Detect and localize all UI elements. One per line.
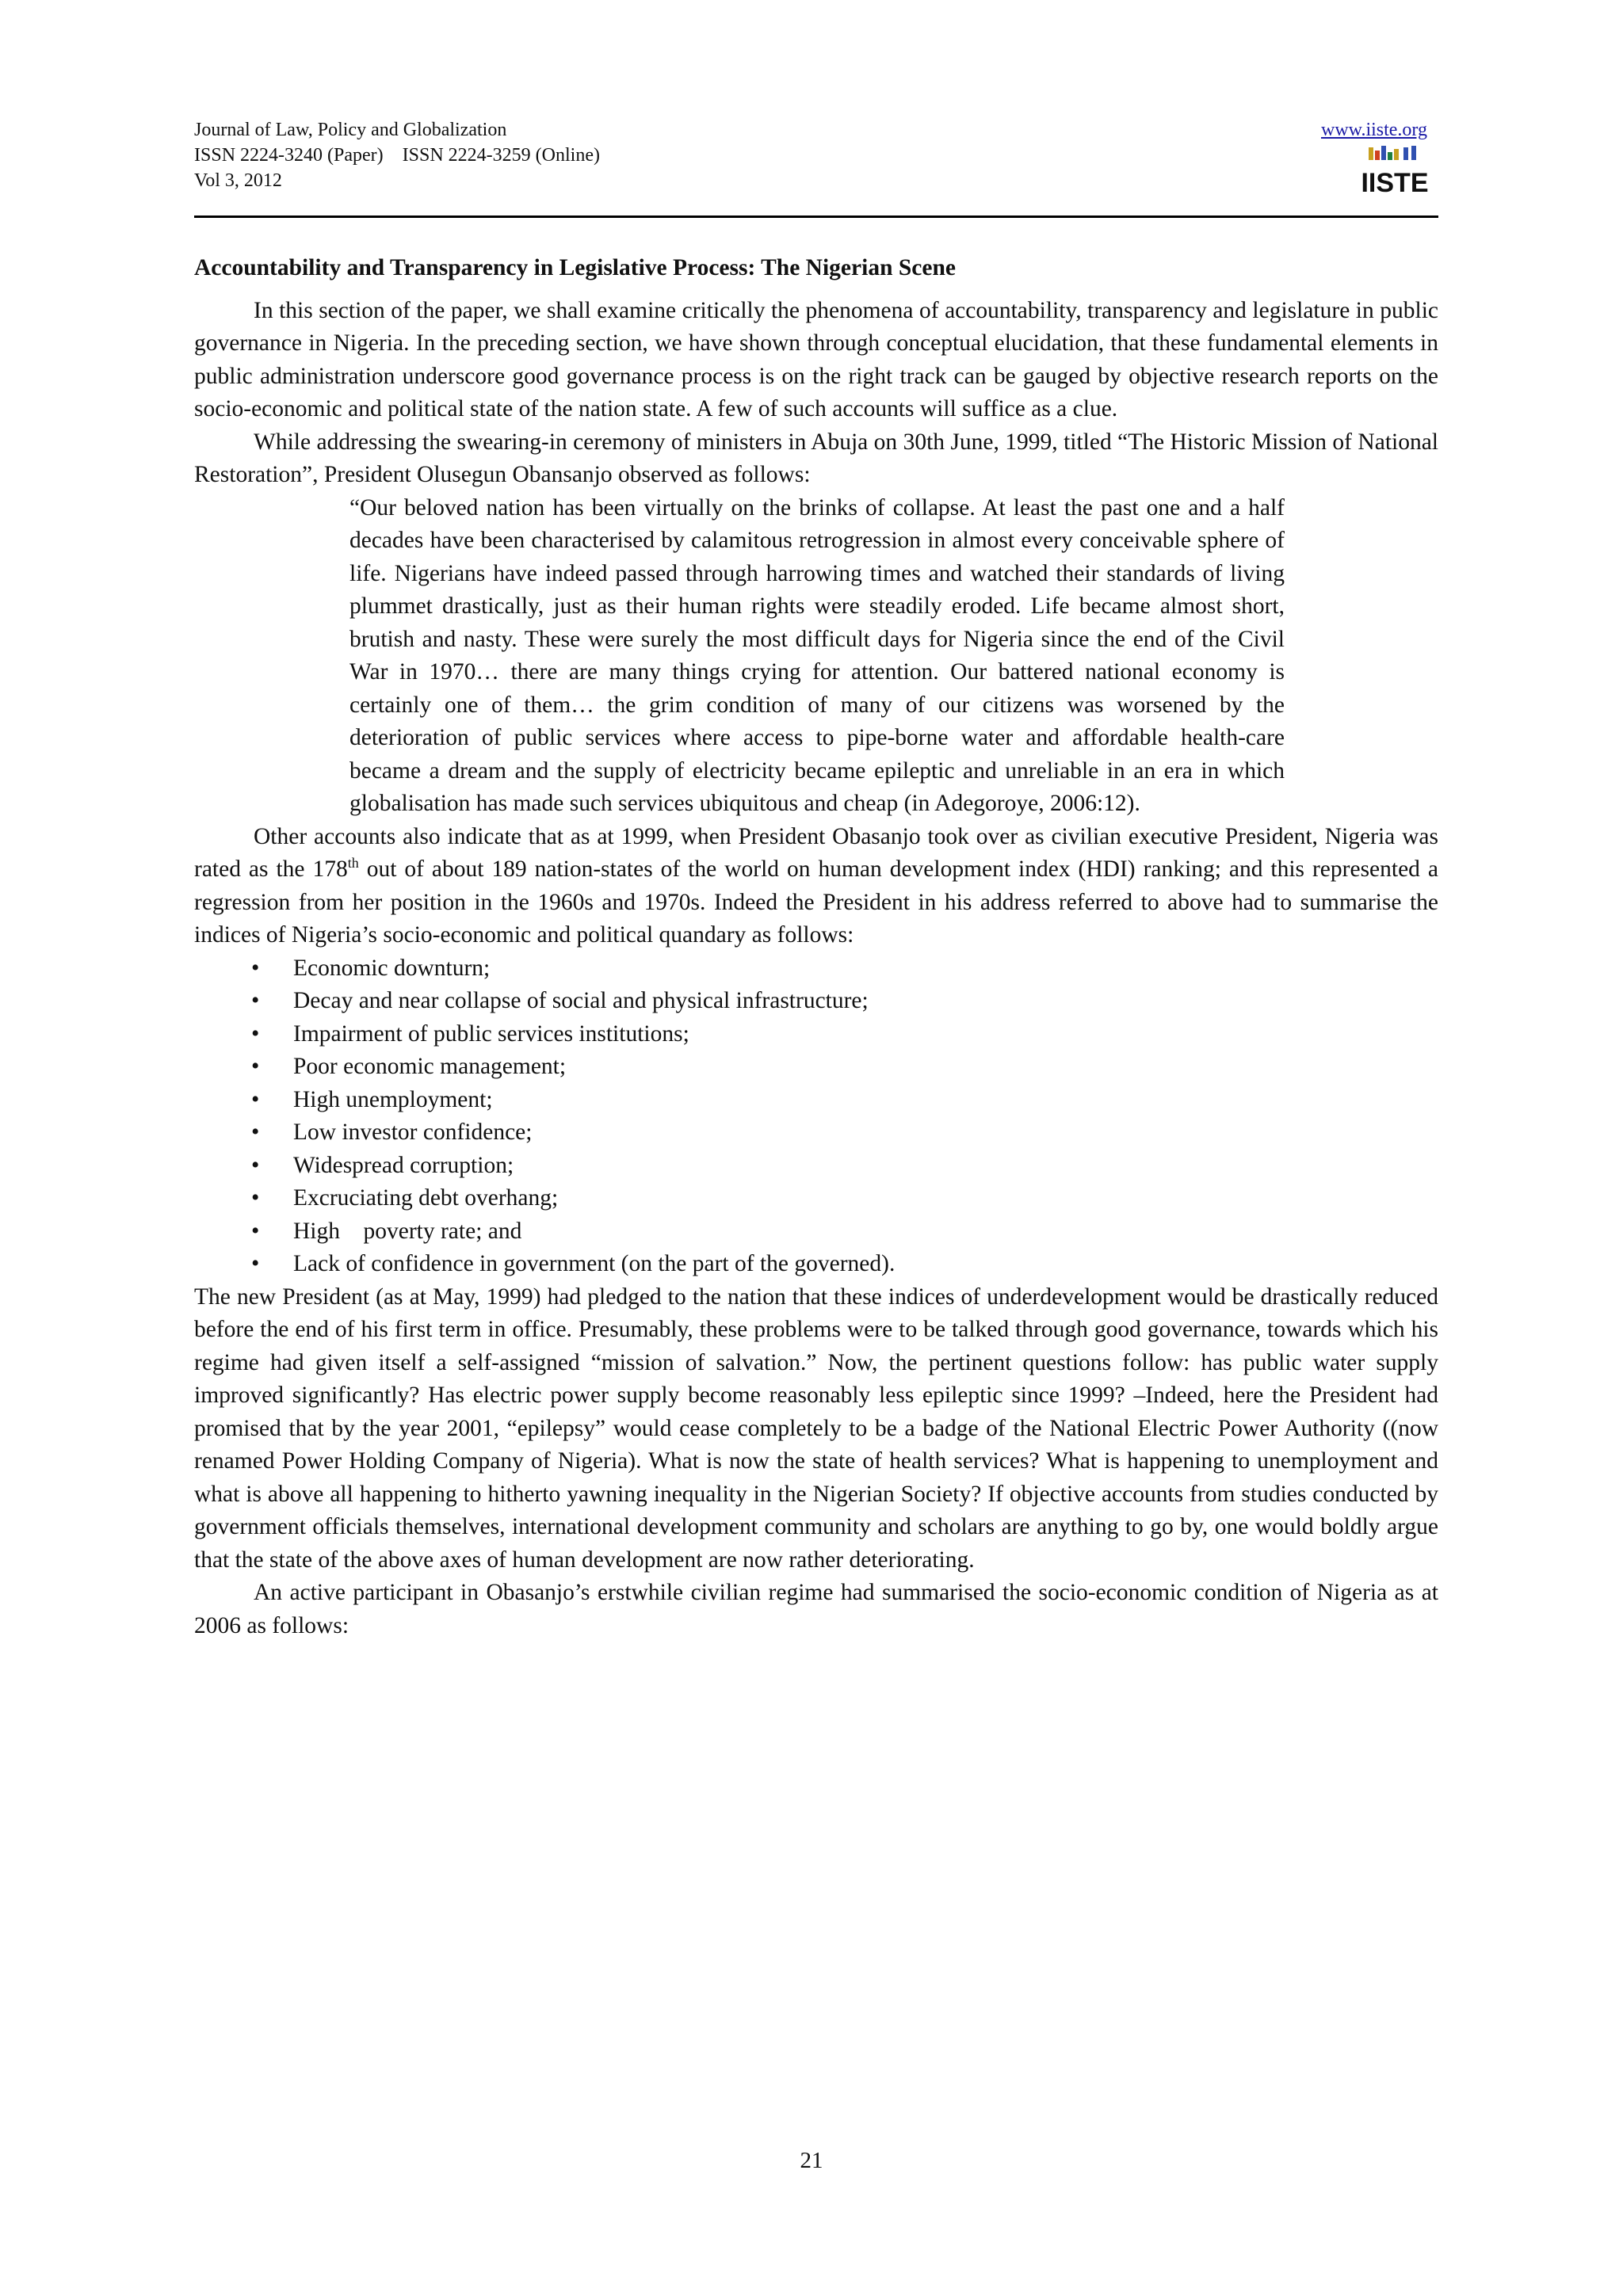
bullet-icon: • <box>251 1086 260 1112</box>
list-item-text: Lack of confidence in government (on the part of the governed). <box>293 1251 896 1276</box>
journal-issn: ISSN 2224-3240 (Paper) ISSN 2224-3259 (Online) <box>194 145 600 166</box>
list-item <box>194 1248 1438 1281</box>
journal-title: Journal of Law, Policy and Globalization <box>194 120 507 140</box>
list-item-text: High unemployment; <box>293 1086 493 1112</box>
list-item <box>194 985 1438 1018</box>
bullet-icon: • <box>251 1152 260 1178</box>
paragraph-active-participant: An active participant in Obasanjo’s erstwhile civilian regime had summarised the socio-economic condition of Nigeria as at 2006 as follows: <box>194 1580 1438 1638</box>
paragraph-hdi <box>194 821 1438 952</box>
list-item-text: Excruciating debt overhang; <box>293 1185 559 1211</box>
block-quote: “Our beloved nation has been virtually on the brinks of collapse. At least the past one and a half decades have been characterised by calamitous retrogression in almost every conceivable sphere of life. Nigerians have indeed passed through harrowing times and watched their standards of living plummet drastically, just as their human rights were steadily eroded. Life became almost short, brutish and nasty. These were surely the most difficult days for Nigeria since the end of the Civil War in 1970… there are many things crying for attention. Our battered national economy is certainly one of them… the grim condition of many of our citizens was worsened by the deterioration of public services where access to pipe-borne water and affordable health-care became a dream and the supply of electricity became epileptic and unreliable in an era in which globalisation has made such services ubiquitous and cheap (in Adegoroye, 2006:12). <box>349 494 1285 816</box>
list-item-text: Widespread corruption; <box>293 1152 514 1178</box>
section-heading: Accountability and Transparency in Legislative Process: The Nigerian Scene <box>194 255 956 280</box>
bullet-icon: • <box>251 955 260 981</box>
bullet-icon: • <box>251 1119 260 1145</box>
list-item <box>194 952 1438 986</box>
bullet-icon: • <box>251 1020 260 1047</box>
journal-website-link[interactable]: www.iiste.org <box>1321 120 1427 140</box>
list-item-text: Low investor confidence; <box>293 1119 533 1145</box>
list-item <box>194 1150 1438 1183</box>
paragraph-new-president: The new President (as at May, 1999) had pledged to the nation that these indices of underdevelopment would be drastically reduced before the end of his first term in office. Presumably, these problems were to be talked through good governance, towards which his regime had given itself a self-assigned “mission of salvation.” Now, the pertinent questions follow: has public water supply improved significantly? Has electric power supply become reasonably less epileptic since 1999? –Indeed, here the President had promised that by the year 2001, “epilepsy” would cease completely to be a badge of the National Electric Power Authority ((now renamed Power Holding Company of Nigeria). What is now the state of health services? What is happening to unemployment and what is above all happening to hitherto yawning inequality in the Nigerian Society? If objective accounts from studies conducted by government officials themselves, international development community and scholars are anything to go by, one would boldly argue that the state of the above axes of human development are now rather deteriorating. <box>194 1283 1438 1573</box>
bullet-icon: • <box>251 1185 260 1211</box>
bullet-icon: • <box>251 1251 260 1276</box>
list-item-text: Economic downturn; <box>293 955 491 981</box>
list-item <box>194 1215 1438 1249</box>
list-item <box>194 1051 1438 1084</box>
bullet-icon: • <box>251 1218 260 1244</box>
paragraph-swearing-in: While addressing the swearing-in ceremony of ministers in Abuja on 30th June, 1999, titled “The Historic Mission of National Restoration”, President Olusegun Obansanjo observed as follows: <box>194 429 1438 487</box>
bullet-icon: • <box>251 988 260 1013</box>
list-item-text: Poor economic management; <box>293 1054 567 1079</box>
indices-list <box>194 952 1438 1281</box>
hdi-text-after: out of about 189 nation-states of the world on human development index (HDI) ranking; and this represented a regression from her position in the 1960s and 1970s. Indeed the President in his address referred to above had to summarise the indices of Nigeria’s socio-economic and political quandary as follows: <box>194 856 1438 948</box>
header-divider <box>194 215 1438 218</box>
bullet-icon: • <box>251 1054 260 1079</box>
journal-info <box>194 117 600 193</box>
journal-header <box>194 117 1438 217</box>
list-item-text: Impairment of public services institutions; <box>293 1020 689 1047</box>
list-item <box>194 1018 1438 1051</box>
article-body <box>194 252 1438 1642</box>
paragraph-intro: In this section of the paper, we shall examine critically the phenomena of accountability, transparency and legislature in public governance in Nigeria. In the preceding section, we have shown through conceptual elucidation, that these fundamental elements in public administration underscore good governance process is on the right track can be gauged by objective research reports on the socio-economic and political state of the nation state. A few of such accounts will suffice as a clue. <box>194 297 1438 421</box>
list-item-text: Decay and near collapse of social and physical infrastructure; <box>293 988 869 1013</box>
journal-volume: Vol 3, 2012 <box>194 170 282 191</box>
iiste-logo <box>1361 144 1429 198</box>
list-item-text: High poverty rate; and <box>293 1218 522 1244</box>
ordinal-superscript: th <box>347 855 359 871</box>
page-number: 21 <box>800 2148 823 2173</box>
logo-lettering: IISTE <box>1361 168 1429 198</box>
list-item <box>194 1084 1438 1117</box>
list-item <box>194 1182 1438 1215</box>
hdi-text-before: Other accounts also indicate that as at 1999, when President Obasanjo took over as civilian executive President, Nigeria was rated as the 178 <box>194 823 1438 882</box>
list-item <box>194 1116 1438 1150</box>
